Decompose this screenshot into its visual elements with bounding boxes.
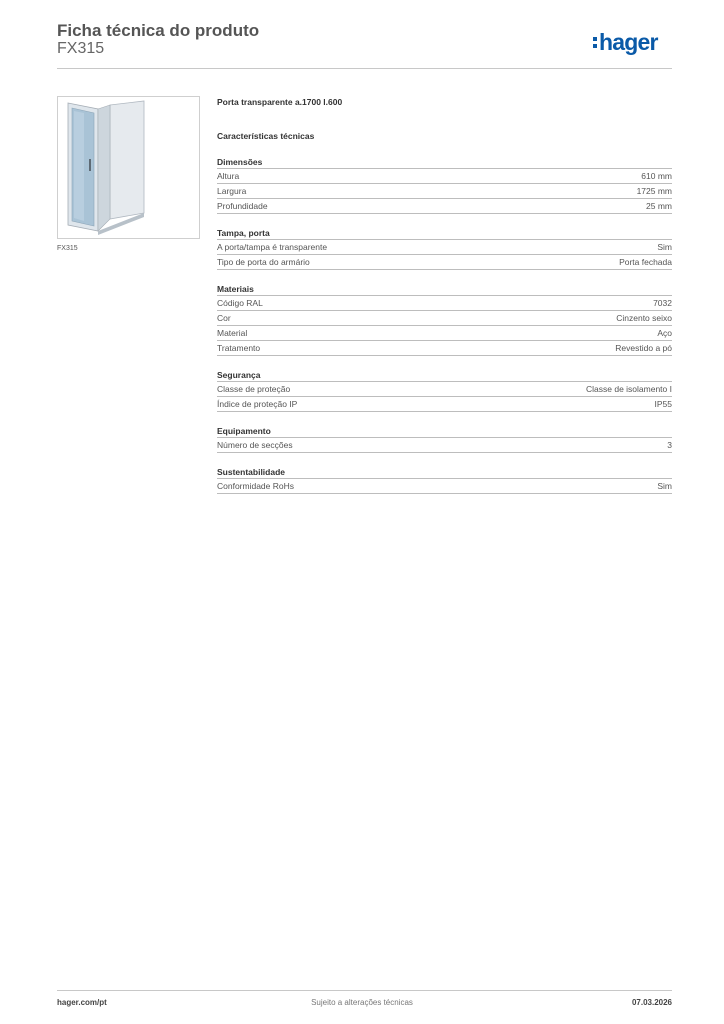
spec-section-title: Tampa, porta bbox=[217, 227, 672, 240]
spec-section-title: Segurança bbox=[217, 369, 672, 382]
spec-row bbox=[217, 341, 672, 356]
spec-value: 1725 mm bbox=[636, 186, 672, 196]
spec-value: 3 bbox=[667, 440, 672, 450]
spec-value: 7032 bbox=[653, 298, 672, 308]
specs-heading: Características técnicas bbox=[217, 131, 315, 141]
spec-section bbox=[217, 227, 672, 270]
spec-label: Tratamento bbox=[217, 343, 261, 353]
spec-label: Código RAL bbox=[217, 298, 263, 308]
spec-value: 610 mm bbox=[641, 171, 672, 181]
spec-section-title: Materiais bbox=[217, 283, 672, 296]
spec-row bbox=[217, 184, 672, 199]
logo-text: hager bbox=[599, 29, 658, 55]
spec-value: Revestido a pó bbox=[615, 343, 672, 353]
spec-row bbox=[217, 479, 672, 494]
spec-label: Classe de proteção bbox=[217, 384, 291, 394]
spec-value: IP55 bbox=[654, 399, 672, 409]
footer-note: Sujeito a alterações técnicas bbox=[311, 998, 413, 1007]
spec-value: Porta fechada bbox=[619, 257, 672, 267]
page-title: Ficha técnica do produto bbox=[57, 21, 260, 40]
spec-section-title: Dimensões bbox=[217, 156, 672, 169]
spec-label: A porta/tampa é transparente bbox=[217, 242, 328, 252]
spec-label: Tipo de porta do armário bbox=[217, 257, 310, 267]
spec-section bbox=[217, 466, 672, 494]
spec-value: Aço bbox=[657, 328, 672, 338]
spec-row bbox=[217, 326, 672, 341]
spec-label: Profundidade bbox=[217, 201, 268, 211]
logo-dots-icon bbox=[593, 37, 597, 48]
hager-logo bbox=[593, 30, 658, 54]
footer-divider bbox=[57, 990, 672, 991]
specs-panel bbox=[217, 96, 672, 494]
spec-section-title: Equipamento bbox=[217, 425, 672, 438]
product-code: FX315 bbox=[57, 40, 105, 57]
spec-label: Índice de proteção IP bbox=[217, 399, 298, 409]
spec-label: Largura bbox=[217, 186, 247, 196]
spec-label: Cor bbox=[217, 313, 231, 323]
spec-section-title: Sustentabilidade bbox=[217, 466, 672, 479]
spec-value: 25 mm bbox=[646, 201, 672, 211]
spec-row bbox=[217, 296, 672, 311]
spec-sections bbox=[217, 156, 672, 494]
door-illustration-icon bbox=[58, 97, 199, 238]
spec-row bbox=[217, 169, 672, 184]
header-divider bbox=[57, 68, 672, 69]
spec-row bbox=[217, 311, 672, 326]
spec-label: Material bbox=[217, 328, 248, 338]
spec-section bbox=[217, 283, 672, 356]
spec-row bbox=[217, 240, 672, 255]
spec-row bbox=[217, 438, 672, 453]
spec-row bbox=[217, 397, 672, 412]
spec-value: Cinzento seixo bbox=[616, 313, 672, 323]
spec-label: Conformidade RoHs bbox=[217, 481, 295, 491]
spec-section bbox=[217, 369, 672, 412]
spec-value: Classe de isolamento I bbox=[586, 384, 672, 394]
spec-label: Número de secções bbox=[217, 440, 293, 450]
product-image bbox=[57, 96, 200, 239]
product-name: Porta transparente a.1700 l.600 bbox=[217, 97, 343, 107]
footer-date: 07.03.2026 bbox=[631, 998, 672, 1007]
spec-row bbox=[217, 199, 672, 214]
product-image-caption: FX315 bbox=[57, 245, 78, 252]
footer-website: hager.com/pt bbox=[57, 998, 107, 1007]
spec-section bbox=[217, 425, 672, 453]
spec-section bbox=[217, 156, 672, 214]
spec-row bbox=[217, 382, 672, 397]
spec-value: Sim bbox=[657, 481, 672, 491]
spec-value: Sim bbox=[657, 242, 672, 252]
spec-row bbox=[217, 255, 672, 270]
spec-label: Altura bbox=[217, 171, 240, 181]
